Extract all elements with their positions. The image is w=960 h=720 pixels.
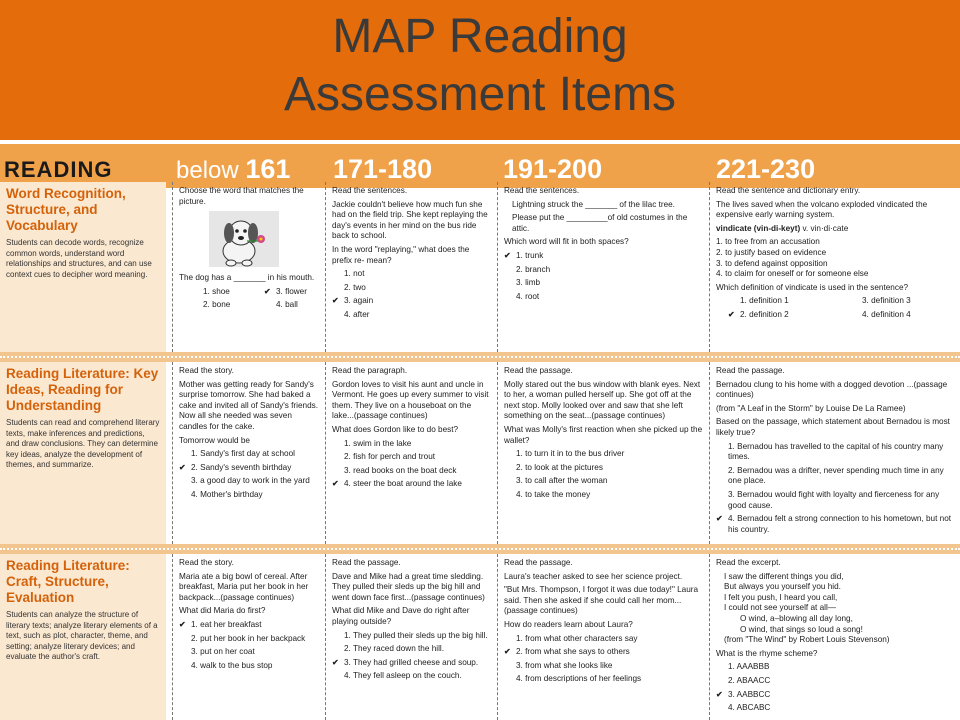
answer-option: 1. Bernadou has travelled to the capital of his country many times. [728,441,944,462]
item-passage: The lives saved when the volcano exploded vindicated the expensive early warning system. [716,199,928,220]
correct-check-icon: ✔ [264,286,271,296]
answer-option: 1. not [344,269,365,279]
answer-option: 1. They pulled their sleds up the big hill. [344,630,488,640]
item-passage: Mother was getting ready for Sandy's surprise tomorrow. She had baked a cake and invited all of Sandy's friends. Now all she needed was seven candles for the cake. [179,379,319,431]
item-instruction: Read the story. [179,558,234,567]
answer-options [716,662,954,713]
category-title: Word Recognition, Structure, and Vocabulary [6,186,126,233]
category-description: Students can read and comprehend literary texts, make inferences and predictions, and draw conclusions. They can determine key ideas, analyze the development of themes, and summarize. [6,418,160,469]
item-sentence: Lightning struck the _______ of the lilac tree. [512,199,675,209]
answer-option: 4. to take the money [516,489,591,499]
item-question: What did Maria do first? [179,606,266,616]
answer-option: 2. put her book in her backpack [191,633,306,643]
item-instruction: Read the passage. [332,558,401,567]
answer-option: 4. after [344,309,370,319]
answer-options [504,449,703,500]
answer-option: ✔ 1. trunk [504,250,544,260]
answer-option: ✔ 3. AABBCC [716,689,771,699]
answer-option: 3. Bernadou would fight with loyalty and fierceness for any good cause. [728,489,940,510]
header-col-1-prefix: below [176,157,246,184]
answer-options [716,442,954,536]
item-question: What did Mike and Dave do right after playing outside? [332,606,470,626]
category-cell [0,554,166,720]
answer-option: ✔ 2. from what she says to others [504,647,630,657]
answer-options [716,296,954,320]
answer-option: 2. Bernadou was a drifter, never spending much time in any one place. [728,465,944,486]
item-instruction: Read the sentence and dictionary entry. [716,186,861,195]
row-word-recognition [0,182,960,352]
category-title: Reading Literature: Key Ideas, Reading for Understanding [6,366,159,413]
item-passage: Maria ate a big bowl of cereal. After breakfast, Maria put her book in her backpack...(passage continues) [179,571,309,602]
item-source: (from "A Leaf in the Storm" by Louise De La Ramee) [716,403,906,413]
answer-option: ✔ 4. steer the boat around the lake [332,479,462,489]
header-col-3: 191-200 [503,154,603,184]
slide-title [0,0,960,140]
answer-option: 2. two [344,282,366,292]
answer-options [332,269,491,320]
item-question: How do readers learn about Laura? [504,619,633,629]
answer-option: 3. to call after the woman [516,476,608,486]
answer-option: 4. Mother's birthday [191,489,263,499]
answer-options [179,449,319,500]
answer-option: 3. from what she looks like [516,660,613,670]
answer-option: 1. AAABBB [728,662,770,672]
item-sentence: Please put the _________of old costumes in the attic. [512,213,688,233]
correct-check-icon: ✔ [728,309,735,319]
row-key-ideas [0,362,960,544]
answer-option: 1. from what other characters say [516,633,638,643]
correct-check-icon: ✔ [179,462,186,472]
answer-option: 2. fish for perch and trout [344,452,436,462]
item-instruction: Read the passage. [504,366,573,375]
answer-option: ✔ 3. They had grilled cheese and soup. [332,657,479,667]
item-passage: "But Mrs. Thompson, I forgot it was due today!" Laura said. Then she asked if she could call her mom...(passage continues) [504,585,699,616]
answer-option: 4. walk to the bus stop [191,660,273,670]
item-cell [709,182,960,352]
row-divider [0,544,960,554]
category-title: Reading Literature: Craft, Structure, Evaluation [6,558,130,605]
dog-with-flower-illustration [209,211,279,267]
category-cell [0,362,166,544]
item-instruction: Read the passage. [716,366,785,375]
answer-option: 3. definition 3 [862,296,911,306]
item-cell [325,554,497,720]
item-question: Based on the passage, which statement about Bernadou is most likely true? [716,417,950,437]
item-cell [709,362,960,544]
item-cell [325,182,497,352]
answer-options [504,634,703,685]
answer-option: 2. ABAACC [728,675,771,685]
answer-option: 3. put on her coat [191,647,255,657]
answer-option: 2. branch [516,264,551,274]
answer-option: 3. limb [516,278,541,288]
item-cell [709,554,960,720]
item-prompt: Choose the word that matches the picture. [179,186,304,206]
item-passage: Dave and Mike had a great time sledding. They pulled their sleds up the big hill and went down face first...(passage continues) [332,571,485,602]
answer-option: ✔ 4. Bernadou felt a strong connection to his hometown, but not his country. [716,514,952,534]
header-col-4: 221-230 [716,154,816,184]
answer-option: 3. read books on the boat deck [344,465,457,475]
answer-option: ✔ 3. again [332,296,374,306]
correct-check-icon: ✔ [332,479,339,489]
answer-option: 1. to turn it in to the bus driver [516,449,625,459]
item-cell [497,554,709,720]
item-cell [325,362,497,544]
definition-list: 1. to free from an accusation 2. to justify based on evidence 3. to defend against opposition 4. to claim for oneself or for someone else [716,237,869,279]
item-sentence: The dog has a _______ in his mouth. [179,273,315,283]
item-instruction: Read the sentences. [504,186,580,195]
row-divider [0,352,960,362]
answer-option: 1. definition 1 [740,296,789,306]
correct-check-icon: ✔ [716,689,723,699]
header-reading: READING [4,157,113,182]
answer-option: 4. They fell asleep on the couch. [344,671,462,681]
answer-option: 1. swim in the lake [344,438,412,448]
correct-check-icon: ✔ [504,250,511,260]
correct-check-icon: ✔ [179,619,186,629]
answer-option: 4. definition 4 [862,309,911,319]
answer-option: 4. ABCABC [728,703,771,713]
correct-check-icon: ✔ [504,647,511,657]
item-passage: Jackie couldn't believe how much fun she had on the field trip. She kept replaying the day's events in her mind on the bus ride back to school. [332,199,488,241]
answer-option: ✔ 2. definition 2 [716,310,832,321]
answer-option: 2. They raced down the hill. [344,644,444,654]
item-instruction: Read the sentences. [332,186,408,195]
answer-option: 2. bone [203,300,231,310]
correct-check-icon: ✔ [716,514,723,524]
item-question: What does Gordon like to do best? [332,424,459,434]
item-question: In the word "replaying," what does the prefix re- mean? [332,244,470,265]
answer-option: 4. root [516,291,540,301]
item-question: Which definition of vindicate is used in the sentence? [716,282,909,292]
poem-excerpt: I saw the different things you did, But always you yourself you hid. I felt you push, I heard you call, I could not see yourself at all— O wind, a–blowing all day long, O wind, that sings so loud a song! (from "The Wind" by Robert Louis Stevenson) [724,571,890,645]
answer-option: 3. a good day to work in the yard [191,476,310,486]
item-instruction: Read the passage. [504,558,573,567]
slide-title-line-1: MAP Reading [332,10,628,63]
assessment-sheet [0,140,960,720]
answer-option: ✔ 1. eat her breakfast [179,619,262,629]
item-passage: Laura's teacher asked to see her science project. [504,571,683,581]
item-passage: Molly stared out the bus window with blank eyes. Next to her, a woman pulled herself up. She got off at the next stop. Molly looked over and saw that she left something on the seat...(passage continues) [504,379,701,421]
answer-option: ✔ 3. flower [252,287,319,298]
category-cell [0,182,166,352]
answer-option: 4. from descriptions of her feelings [516,674,642,684]
answer-option: 2. to look at the pictures [516,462,603,472]
answer-option: 4. ball [276,300,298,310]
item-cell [497,362,709,544]
header-col-1-num: 161 [245,154,291,184]
item-question: Which word will fit in both spaces? [504,237,629,247]
answer-option: ✔ 2. Sandy's seventh birthday [179,462,292,472]
correct-check-icon: ✔ [332,657,339,667]
answer-options [179,287,319,311]
correct-check-icon: ✔ [332,296,339,306]
answer-options [332,439,491,490]
slide-title-line-2: Assessment Items [283,68,677,121]
item-passage: Gordon loves to visit his aunt and uncle in Vermont. He goes up every summer to visit them. They live on a houseboat on the lake...(passage continues) [332,379,489,421]
item-instruction: Read the paragraph. [332,366,408,375]
item-instruction: Read the story. [179,366,234,375]
item-instruction: Read the excerpt. [716,558,781,567]
dictionary-entry: vindicate (vin-di-keyt) v. vin·di·cate [716,223,849,233]
header-col-2: 171-180 [333,154,433,184]
category-description: Students can analyze the structure of literary texts; analyze literary elements of a text, such as plot, character, theme, and setting; analyze literary devices; and evaluate the author's craft. [6,610,158,661]
row-craft-structure [0,554,960,720]
category-description: Students can decode words, recognize common words, understand word relationships and structures, and can use context cues to decipher word meaning. [6,238,152,279]
item-cell [172,554,325,720]
answer-options [504,251,703,302]
item-cell [172,182,325,352]
answer-options [332,631,491,682]
answer-option: 1. Sandy's first day at school [191,449,295,459]
item-question: Tomorrow would be [179,435,250,445]
item-cell [172,362,325,544]
item-cell [497,182,709,352]
answer-options [179,620,319,671]
item-passage: Bernadou clung to his home with a dogged devotion ...(passage continues) [716,379,948,400]
item-question: What is the rhyme scheme? [716,648,818,658]
answer-option: 1. shoe [203,286,230,296]
item-question: What was Molly's first reaction when she picked up the wallet? [504,424,703,445]
